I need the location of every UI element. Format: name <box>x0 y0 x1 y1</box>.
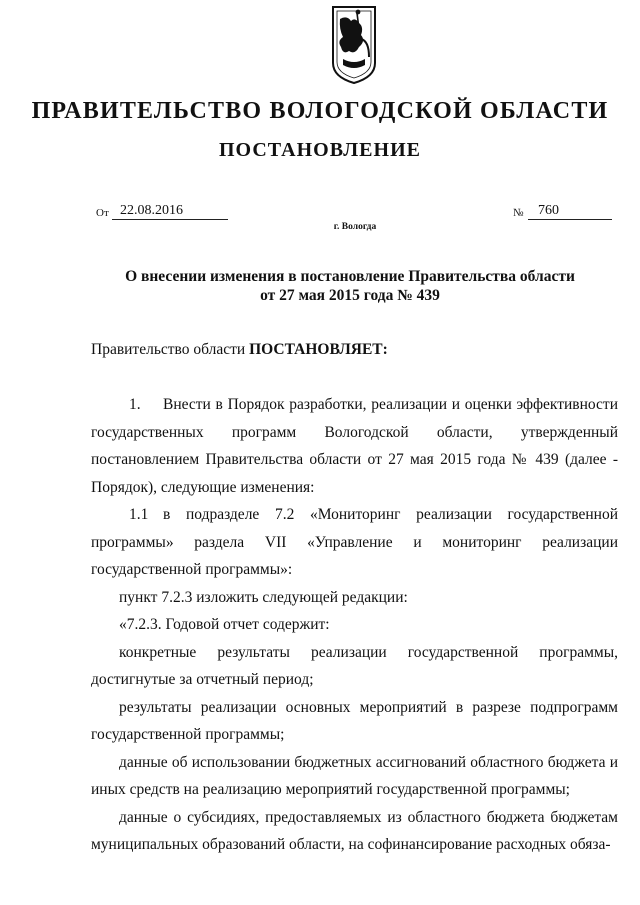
organization-title: ПРАВИТЕЛЬСТВО ВОЛОГОДСКОЙ ОБЛАСТИ <box>31 98 609 124</box>
paragraph-3: конкретные результаты реализации государственной программы, достигнутые за отчетный период; <box>91 643 618 688</box>
document-body <box>91 391 618 859</box>
resolution-line <box>91 341 388 359</box>
item-1-text: Внести в Порядок разработки, реализации и оценки эффективности государственных программ Вологодской области, утвержденный постановлением Правительства области от 27 мая 2015 года № 439 (далее - Порядок), следующие изменения: <box>91 396 618 496</box>
item-1-1-text: в подразделе 7.2 «Мониторинг реализации государственной программы» раздела VII «Управление и мониторинг реализации государственной программы»: <box>91 506 618 578</box>
city-label: г. Вологда <box>333 222 377 232</box>
coat-of-arms-emblem <box>331 5 377 85</box>
paragraph-4: результаты реализации основных мероприятий в разрезе подпрограмм государственной программы; <box>91 698 618 743</box>
subject-line-1: О внесении изменения в постановление Правительства области <box>125 268 575 285</box>
subject-line-2: от 27 мая 2015 года № 439 <box>260 287 440 304</box>
paragraph-item-1 <box>91 391 618 501</box>
item-1-marker: 1. <box>129 396 141 413</box>
paragraph-2: «7.2.3. Годовой отчет содержит: <box>119 616 330 633</box>
paragraph-6: данные о субсидиях, предоставляемых из областного бюджета бюджетам муниципальных образований области, на софинансирование расходных обяза- <box>91 808 618 853</box>
document-number: 760 <box>528 203 612 220</box>
resolution-emphasis: ПОСТАНОВЛЯЕТ: <box>249 341 388 358</box>
paragraph-item-1-1 <box>91 501 618 584</box>
resolution-text: Правительство области <box>91 341 250 358</box>
paragraph-1: пункт 7.2.3 изложить следующей редакции: <box>119 588 408 606</box>
number-label: № <box>513 207 524 219</box>
document-date: 22.08.2016 <box>112 203 228 220</box>
item-1-1-marker: 1.1 <box>129 506 149 523</box>
document-type: ПОСТАНОВЛЕНИЕ <box>219 139 421 161</box>
paragraph-5: данные об использовании бюджетных ассигнований областного бюджета и иных средств на реализацию мероприятий государственной программы; <box>91 753 618 798</box>
document-subject <box>100 267 600 305</box>
date-label: От <box>96 207 109 219</box>
